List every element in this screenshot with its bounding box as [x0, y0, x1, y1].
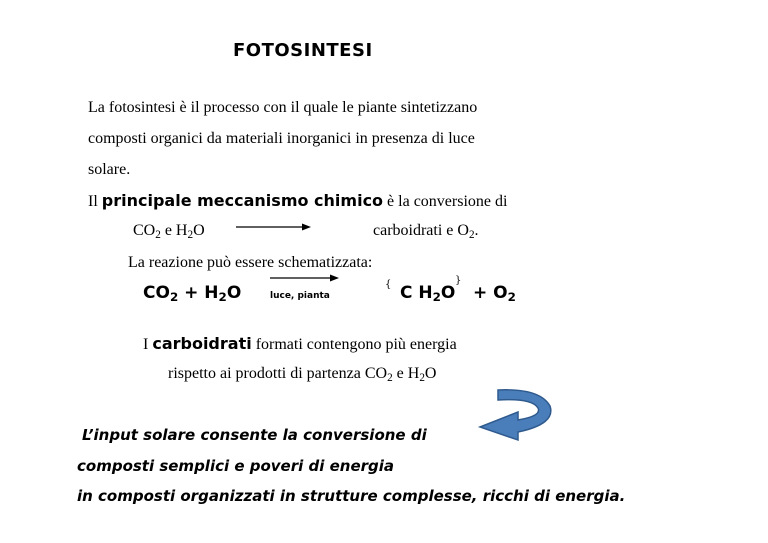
- curved-arrow-icon: [470, 384, 560, 454]
- intro-line-3: solare.: [88, 161, 131, 178]
- f-co: CO: [143, 283, 170, 303]
- formula-open-brace: {: [385, 279, 392, 290]
- mechanism-bold: principale meccanismo chimico: [101, 191, 384, 210]
- conclusion-line-1: L’input solare consente la conversione di: [82, 426, 427, 444]
- carbo-l2sub2: 2: [419, 371, 425, 384]
- page-title: FOTOSINTESI: [233, 40, 373, 61]
- intro-line-2: composti organici da materiali inorganici in presenza di luce: [88, 130, 475, 147]
- carbo-bold: carboidrati: [152, 334, 252, 353]
- f-plus1: + H: [178, 283, 219, 303]
- f-sub2: 2: [218, 289, 227, 304]
- formula-rhs: [400, 283, 455, 303]
- rhs-sub: 2: [468, 228, 475, 241]
- formula-close-brace: }: [455, 275, 462, 286]
- formula-lhs: [143, 283, 241, 303]
- conclusion-line-2: composti semplici e poveri di energia: [77, 457, 395, 475]
- schema-intro: La reazione può essere schematizzata:: [128, 254, 373, 271]
- word-reaction-rhs: [373, 222, 479, 240]
- lhs-o: O: [193, 222, 205, 239]
- rhs-end: .: [474, 222, 479, 239]
- carbo-l2a: rispetto ai prodotti di partenza CO: [168, 365, 388, 382]
- carbo-prefix: I: [143, 336, 149, 353]
- formula-arrow: [270, 273, 350, 283]
- formula-o2: [473, 283, 516, 303]
- f-sub1: 2: [169, 289, 179, 304]
- f-ch: C H: [400, 283, 433, 303]
- carbo-line-2: [168, 365, 436, 383]
- carbo-line-1: [143, 334, 457, 354]
- f-plus2: + O: [473, 283, 508, 303]
- lhs-sub: 2: [155, 228, 161, 241]
- word-reaction-arrow: [236, 222, 316, 232]
- f-sub4: 2: [507, 289, 516, 304]
- f-sub3: 2: [432, 289, 441, 304]
- word-reaction-lhs: [133, 222, 205, 240]
- carbo-l2c: O: [424, 365, 437, 382]
- f-o: O: [226, 283, 242, 303]
- mechanism-prefix: Il: [88, 193, 98, 210]
- carbo-rest: formati contengono più energia: [255, 336, 457, 353]
- rhs-text: carboidrati e O: [373, 222, 469, 239]
- lhs-co: CO: [133, 222, 156, 239]
- carbo-l2sub: 2: [387, 371, 393, 384]
- lhs-sub-b: 2: [187, 228, 194, 241]
- formula-condition: luce, pianta: [270, 291, 330, 301]
- mechanism-suffix: è la conversione di: [387, 193, 508, 210]
- lhs-mid: e H: [160, 222, 188, 239]
- f-rho: O: [440, 283, 456, 303]
- conclusion-line-3: in composti organizzati in strutture complesse, ricchi di energia.: [77, 487, 626, 505]
- carbo-l2b: e H: [392, 365, 420, 382]
- intro-line-1: La fotosintesi è il processo con il quale le piante sintetizzano: [88, 99, 478, 116]
- mechanism-line: [88, 191, 507, 211]
